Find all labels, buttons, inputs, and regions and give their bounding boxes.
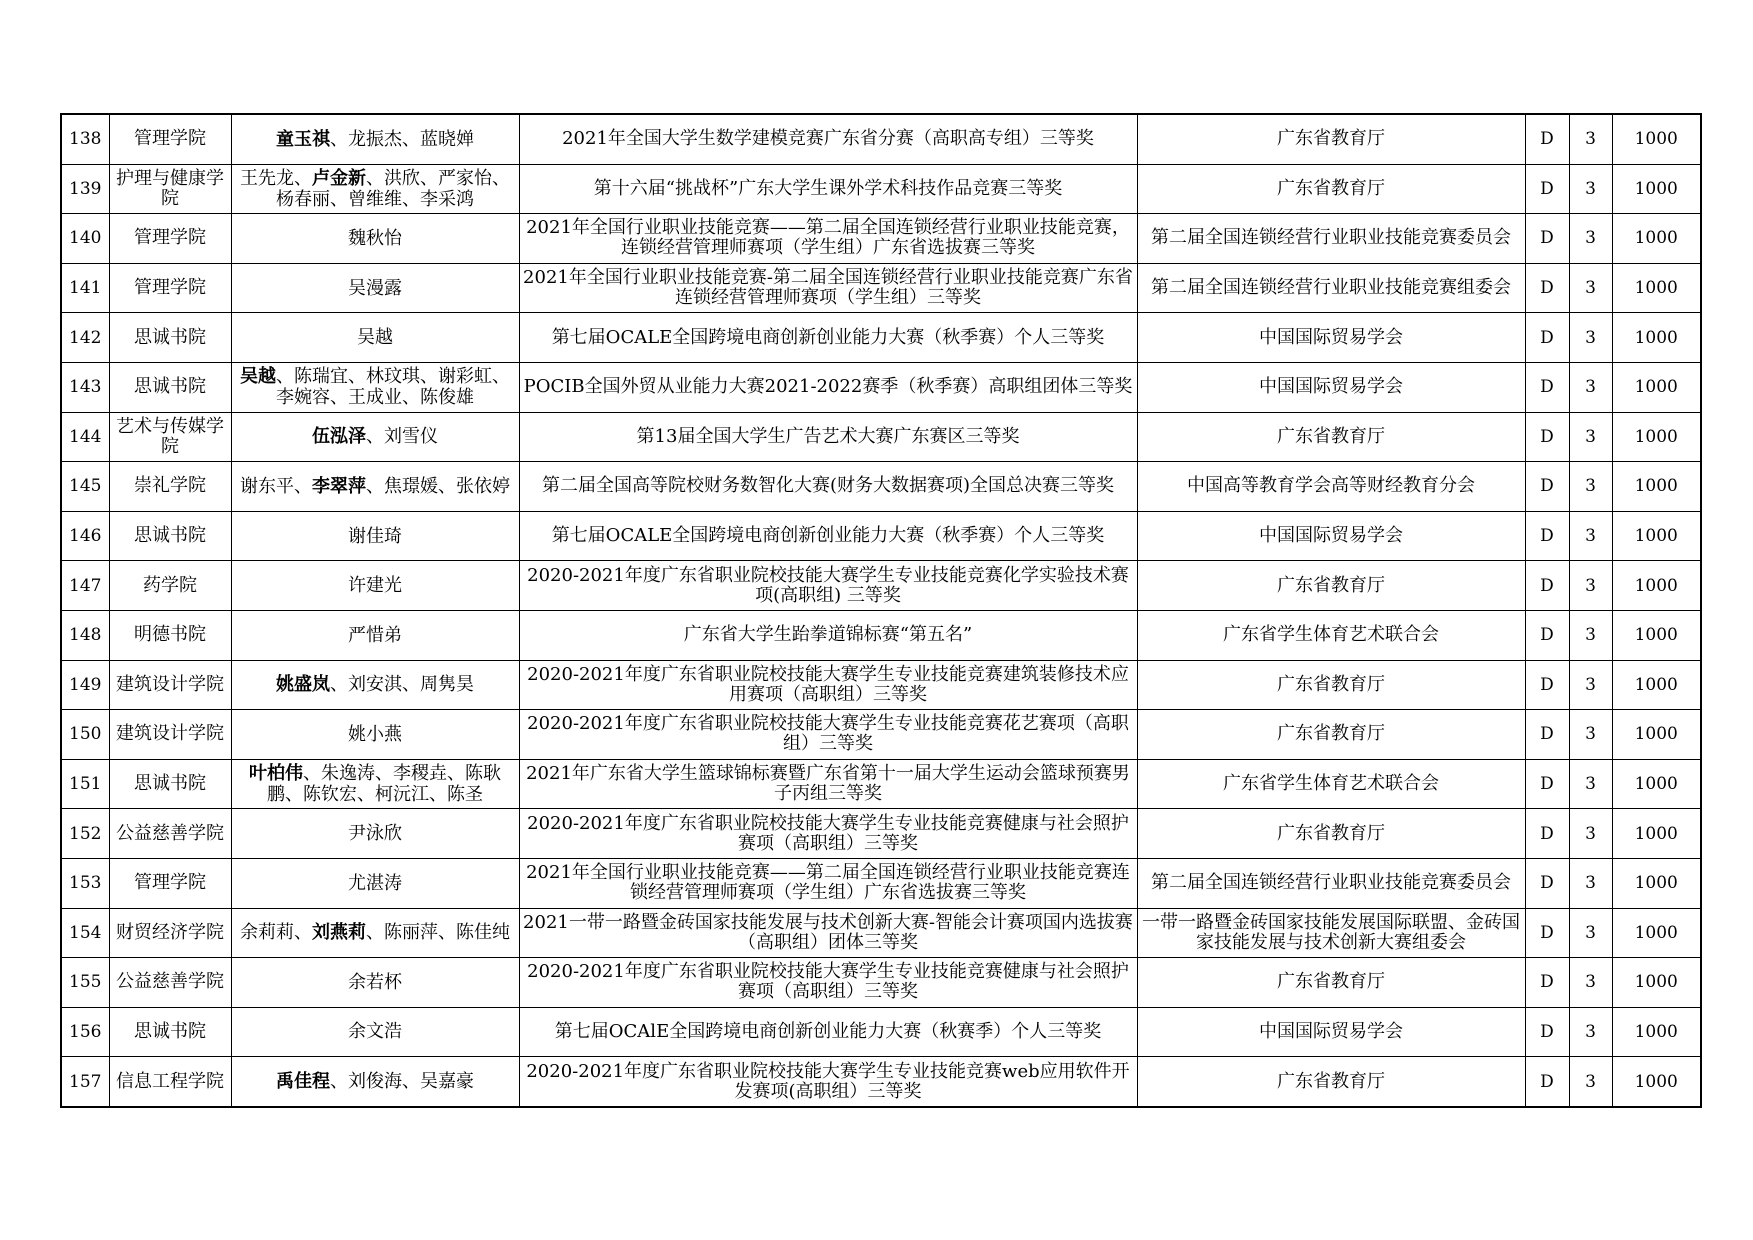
amount-cell: 1000: [1612, 1007, 1701, 1057]
award-cell: 广东省大学生跆拳道锦标赛“第五名”: [519, 610, 1137, 660]
table-row: [61, 114, 1701, 164]
amount-cell: 1000: [1612, 660, 1701, 710]
row-number: 144: [61, 412, 109, 462]
lead-member-name: 卢金新: [312, 167, 366, 189]
college-cell: 思诚书院: [109, 759, 231, 809]
award-cell: 2021年广东省大学生篮球锦标赛暨广东省第十一届大学生运动会篮球预赛男子丙组三等奖: [519, 759, 1137, 809]
college-cell: 艺术与传媒学院: [109, 412, 231, 462]
members-cell: [231, 958, 519, 1008]
table-row: [61, 660, 1701, 710]
level-cell: D: [1525, 164, 1569, 214]
level-cell: D: [1525, 710, 1569, 760]
category-cell: 3: [1569, 362, 1612, 412]
row-number: 156: [61, 1007, 109, 1057]
award-cell: 2020-2021年度广东省职业院校技能大赛学生专业技能竞赛健康与社会照护赛项（高职组）三等奖: [519, 958, 1137, 1008]
college-cell: 财贸经济学院: [109, 908, 231, 958]
members-before-lead: 王先龙、: [240, 167, 312, 189]
row-number: 151: [61, 759, 109, 809]
amount-cell: 1000: [1612, 362, 1701, 412]
organizer-cell: 第二届全国连锁经营行业职业技能竞赛委员会: [1137, 214, 1525, 264]
table-row: [61, 214, 1701, 264]
table-body: [61, 114, 1701, 1107]
award-cell: 2020-2021年度广东省职业院校技能大赛学生专业技能竞赛建筑装修技术应用赛项（高职组）三等奖: [519, 660, 1137, 710]
organizer-cell: 第二届全国连锁经营行业职业技能竞赛委员会: [1137, 858, 1525, 908]
amount-cell: 1000: [1612, 561, 1701, 611]
college-cell: 信息工程学院: [109, 1057, 231, 1107]
award-cell: 2020-2021年度广东省职业院校技能大赛学生专业技能竞赛健康与社会照护赛项（高职组）三等奖: [519, 809, 1137, 859]
category-cell: 3: [1569, 908, 1612, 958]
member-names: 严惜弟: [348, 624, 402, 646]
table-row: [61, 610, 1701, 660]
amount-cell: 1000: [1612, 462, 1701, 512]
college-cell: 药学院: [109, 561, 231, 611]
college-cell: 思诚书院: [109, 313, 231, 363]
college-cell: 公益慈善学院: [109, 809, 231, 859]
organizer-cell: 中国国际贸易学会: [1137, 511, 1525, 561]
category-cell: 3: [1569, 809, 1612, 859]
category-cell: 3: [1569, 1007, 1612, 1057]
lead-member-name: 伍泓泽: [312, 426, 366, 448]
row-number: 149: [61, 660, 109, 710]
award-cell: 2021年全国行业职业技能竞赛——第二届全国连锁经营行业职业技能竞赛连锁经营管理师赛项（学生组）广东省选拔赛三等奖: [519, 858, 1137, 908]
award-cell: 2021一带一路暨金砖国家技能发展与技术创新大赛-智能会计赛项国内选拔赛（高职组）团体三等奖: [519, 908, 1137, 958]
member-names: 、刘俊海、吴嘉豪: [330, 1071, 474, 1093]
row-number: 148: [61, 610, 109, 660]
lead-member-name: 姚盛岚: [276, 674, 330, 696]
amount-cell: 1000: [1612, 809, 1701, 859]
organizer-cell: 广东省教育厅: [1137, 660, 1525, 710]
row-number: 154: [61, 908, 109, 958]
table-row: [61, 164, 1701, 214]
award-cell: 第13届全国大学生广告艺术大赛广东赛区三等奖: [519, 412, 1137, 462]
table-row: [61, 511, 1701, 561]
college-cell: 护理与健康学院: [109, 164, 231, 214]
level-cell: D: [1525, 1057, 1569, 1107]
member-names: 、龙振杰、蓝晓婵: [330, 128, 474, 150]
member-names: 吴漫露: [348, 277, 402, 299]
organizer-cell: 广东省教育厅: [1137, 164, 1525, 214]
row-number: 146: [61, 511, 109, 561]
college-cell: 建筑设计学院: [109, 710, 231, 760]
amount-cell: 1000: [1612, 313, 1701, 363]
member-names: 余文浩: [348, 1021, 402, 1043]
members-cell: [231, 1057, 519, 1107]
members-cell: [231, 1007, 519, 1057]
level-cell: D: [1525, 759, 1569, 809]
amount-cell: 1000: [1612, 412, 1701, 462]
category-cell: 3: [1569, 610, 1612, 660]
table-row: [61, 809, 1701, 859]
members-cell: [231, 660, 519, 710]
members-cell: [231, 511, 519, 561]
members-before-lead: 余莉莉、: [240, 922, 312, 944]
college-cell: 思诚书院: [109, 511, 231, 561]
college-cell: 管理学院: [109, 214, 231, 264]
members-after-lead: 、焦璟媛、张依婷: [366, 475, 510, 497]
members-cell: [231, 610, 519, 660]
member-names: 许建光: [348, 575, 402, 597]
level-cell: D: [1525, 908, 1569, 958]
members-cell: [231, 908, 519, 958]
member-names: 、陈瑞宜、林玟琪、谢彩虹、李婉容、王成业、陈俊雄: [276, 366, 510, 409]
row-number: 139: [61, 164, 109, 214]
lead-member-name: 刘燕莉: [312, 922, 366, 944]
amount-cell: 1000: [1612, 114, 1701, 164]
category-cell: 3: [1569, 412, 1612, 462]
organizer-cell: 广东省教育厅: [1137, 114, 1525, 164]
award-cell: 2021年全国行业职业技能竞赛-第二届全国连锁经营行业职业技能竞赛广东省连锁经营管理师赛项（学生组）三等奖: [519, 263, 1137, 313]
level-cell: D: [1525, 610, 1569, 660]
members-cell: [231, 809, 519, 859]
level-cell: D: [1525, 362, 1569, 412]
amount-cell: 1000: [1612, 958, 1701, 1008]
table-row: [61, 313, 1701, 363]
college-cell: 崇礼学院: [109, 462, 231, 512]
members-cell: [231, 561, 519, 611]
category-cell: 3: [1569, 511, 1612, 561]
organizer-cell: 广东省教育厅: [1137, 809, 1525, 859]
members-cell: [231, 362, 519, 412]
level-cell: D: [1525, 263, 1569, 313]
organizer-cell: 中国国际贸易学会: [1137, 1007, 1525, 1057]
table-row: [61, 412, 1701, 462]
college-cell: 建筑设计学院: [109, 660, 231, 710]
lead-member-name: 禹佳程: [276, 1071, 330, 1093]
category-cell: 3: [1569, 214, 1612, 264]
organizer-cell: 第二届全国连锁经营行业职业技能竞赛组委会: [1137, 263, 1525, 313]
organizer-cell: 中国国际贸易学会: [1137, 313, 1525, 363]
category-cell: 3: [1569, 561, 1612, 611]
members-cell: [231, 858, 519, 908]
award-cell: 第十六届“挑战杯”广东大学生课外学术科技作品竞赛三等奖: [519, 164, 1137, 214]
category-cell: 3: [1569, 858, 1612, 908]
members-cell: [231, 412, 519, 462]
award-cell: 2021年全国大学生数学建模竞赛广东省分赛（高职高专组）三等奖: [519, 114, 1137, 164]
member-names: 姚小燕: [348, 723, 402, 745]
organizer-cell: 一带一路暨金砖国家技能发展国际联盟、金砖国家技能发展与技术创新大赛组委会: [1137, 908, 1525, 958]
amount-cell: 1000: [1612, 164, 1701, 214]
members-before-lead: 谢东平、: [240, 475, 312, 497]
organizer-cell: 广东省教育厅: [1137, 1057, 1525, 1107]
members-cell: [231, 313, 519, 363]
level-cell: D: [1525, 462, 1569, 512]
organizer-cell: 中国高等教育学会高等财经教育分会: [1137, 462, 1525, 512]
organizer-cell: 广东省教育厅: [1137, 412, 1525, 462]
table-row: [61, 561, 1701, 611]
member-names: 谢佳琦: [348, 525, 402, 547]
table-row: [61, 362, 1701, 412]
table-row: [61, 462, 1701, 512]
college-cell: 管理学院: [109, 114, 231, 164]
level-cell: D: [1525, 660, 1569, 710]
row-number: 153: [61, 858, 109, 908]
row-number: 155: [61, 958, 109, 1008]
award-cell: 第七届OCALE全国跨境电商创新创业能力大赛（秋季赛）个人三等奖: [519, 511, 1137, 561]
amount-cell: 1000: [1612, 908, 1701, 958]
organizer-cell: 广东省教育厅: [1137, 710, 1525, 760]
member-names: 尤湛涛: [348, 872, 402, 894]
members-cell: [231, 759, 519, 809]
members-cell: [231, 214, 519, 264]
organizer-cell: 广东省教育厅: [1137, 561, 1525, 611]
college-cell: 管理学院: [109, 858, 231, 908]
award-cell: 第七届OCALE全国跨境电商创新创业能力大赛（秋季赛）个人三等奖: [519, 313, 1137, 363]
amount-cell: 1000: [1612, 511, 1701, 561]
table-row: [61, 958, 1701, 1008]
row-number: 150: [61, 710, 109, 760]
level-cell: D: [1525, 858, 1569, 908]
amount-cell: 1000: [1612, 263, 1701, 313]
level-cell: D: [1525, 313, 1569, 363]
member-names: 余若杯: [348, 971, 402, 993]
college-cell: 管理学院: [109, 263, 231, 313]
award-cell: 2020-2021年度广东省职业院校技能大赛学生专业技能竞赛web应用软件开发赛项(高职组）三等奖: [519, 1057, 1137, 1107]
table-row: [61, 759, 1701, 809]
member-names: 尹泳欣: [348, 823, 402, 845]
amount-cell: 1000: [1612, 1057, 1701, 1107]
member-names: 、刘安淇、周隽昊: [330, 674, 474, 696]
member-names: 、刘雪仪: [366, 426, 438, 448]
level-cell: D: [1525, 809, 1569, 859]
table-row: [61, 858, 1701, 908]
row-number: 142: [61, 313, 109, 363]
award-cell: POCIB全国外贸从业能力大赛2021-2022赛季（秋季赛）高职组团体三等奖: [519, 362, 1137, 412]
category-cell: 3: [1569, 958, 1612, 1008]
college-cell: 公益慈善学院: [109, 958, 231, 1008]
member-names: 、朱逸涛、李稷垚、陈耿鹏、陈钦宏、柯沅江、陈圣: [267, 763, 501, 806]
award-cell: 第七届OCAlE全国跨境电商创新创业能力大赛（秋赛季）个人三等奖: [519, 1007, 1137, 1057]
members-after-lead: 、洪欣、严家怡、杨春丽、曾维维、李采鸿: [276, 167, 510, 210]
members-after-lead: 、陈丽萍、陈佳纯: [366, 922, 510, 944]
row-number: 143: [61, 362, 109, 412]
amount-cell: 1000: [1612, 858, 1701, 908]
lead-member-name: 吴越: [240, 366, 276, 388]
level-cell: D: [1525, 114, 1569, 164]
row-number: 152: [61, 809, 109, 859]
award-table: [60, 113, 1702, 1108]
row-number: 147: [61, 561, 109, 611]
members-cell: [231, 114, 519, 164]
members-cell: [231, 462, 519, 512]
organizer-cell: 广东省教育厅: [1137, 958, 1525, 1008]
level-cell: D: [1525, 1007, 1569, 1057]
level-cell: D: [1525, 214, 1569, 264]
amount-cell: 1000: [1612, 710, 1701, 760]
category-cell: 3: [1569, 710, 1612, 760]
amount-cell: 1000: [1612, 214, 1701, 264]
lead-member-name: 童玉祺: [276, 128, 330, 150]
category-cell: 3: [1569, 759, 1612, 809]
award-cell: 2020-2021年度广东省职业院校技能大赛学生专业技能竞赛花艺赛项（高职组）三等奖: [519, 710, 1137, 760]
table-row: [61, 1007, 1701, 1057]
college-cell: 思诚书院: [109, 362, 231, 412]
row-number: 145: [61, 462, 109, 512]
organizer-cell: 中国国际贸易学会: [1137, 362, 1525, 412]
table-row: [61, 1057, 1701, 1107]
award-cell: 第二届全国高等院校财务数智化大赛(财务大数据赛项)全国总决赛三等奖: [519, 462, 1137, 512]
level-cell: D: [1525, 412, 1569, 462]
table-row: [61, 263, 1701, 313]
row-number: 157: [61, 1057, 109, 1107]
row-number: 140: [61, 214, 109, 264]
category-cell: 3: [1569, 313, 1612, 363]
member-names: 魏秋怡: [348, 227, 402, 249]
table-row: [61, 908, 1701, 958]
lead-member-name: 李翠萍: [312, 475, 366, 497]
level-cell: D: [1525, 958, 1569, 1008]
award-cell: 2020-2021年度广东省职业院校技能大赛学生专业技能竞赛化学实验技术赛项(高职组) 三等奖: [519, 561, 1137, 611]
category-cell: 3: [1569, 462, 1612, 512]
category-cell: 3: [1569, 164, 1612, 214]
members-cell: [231, 164, 519, 214]
table-row: [61, 710, 1701, 760]
row-number: 141: [61, 263, 109, 313]
amount-cell: 1000: [1612, 759, 1701, 809]
members-cell: [231, 263, 519, 313]
category-cell: 3: [1569, 660, 1612, 710]
amount-cell: 1000: [1612, 610, 1701, 660]
row-number: 138: [61, 114, 109, 164]
category-cell: 3: [1569, 114, 1612, 164]
level-cell: D: [1525, 511, 1569, 561]
members-cell: [231, 710, 519, 760]
level-cell: D: [1525, 561, 1569, 611]
category-cell: 3: [1569, 263, 1612, 313]
organizer-cell: 广东省学生体育艺术联合会: [1137, 759, 1525, 809]
category-cell: 3: [1569, 1057, 1612, 1107]
member-names: 吴越: [357, 327, 393, 349]
college-cell: 思诚书院: [109, 1007, 231, 1057]
organizer-cell: 广东省学生体育艺术联合会: [1137, 610, 1525, 660]
college-cell: 明德书院: [109, 610, 231, 660]
lead-member-name: 叶柏伟: [249, 763, 303, 785]
award-cell: 2021年全国行业职业技能竞赛——第二届全国连锁经营行业职业技能竞赛，连锁经营管理师赛项（学生组）广东省选拔赛三等奖: [519, 214, 1137, 264]
